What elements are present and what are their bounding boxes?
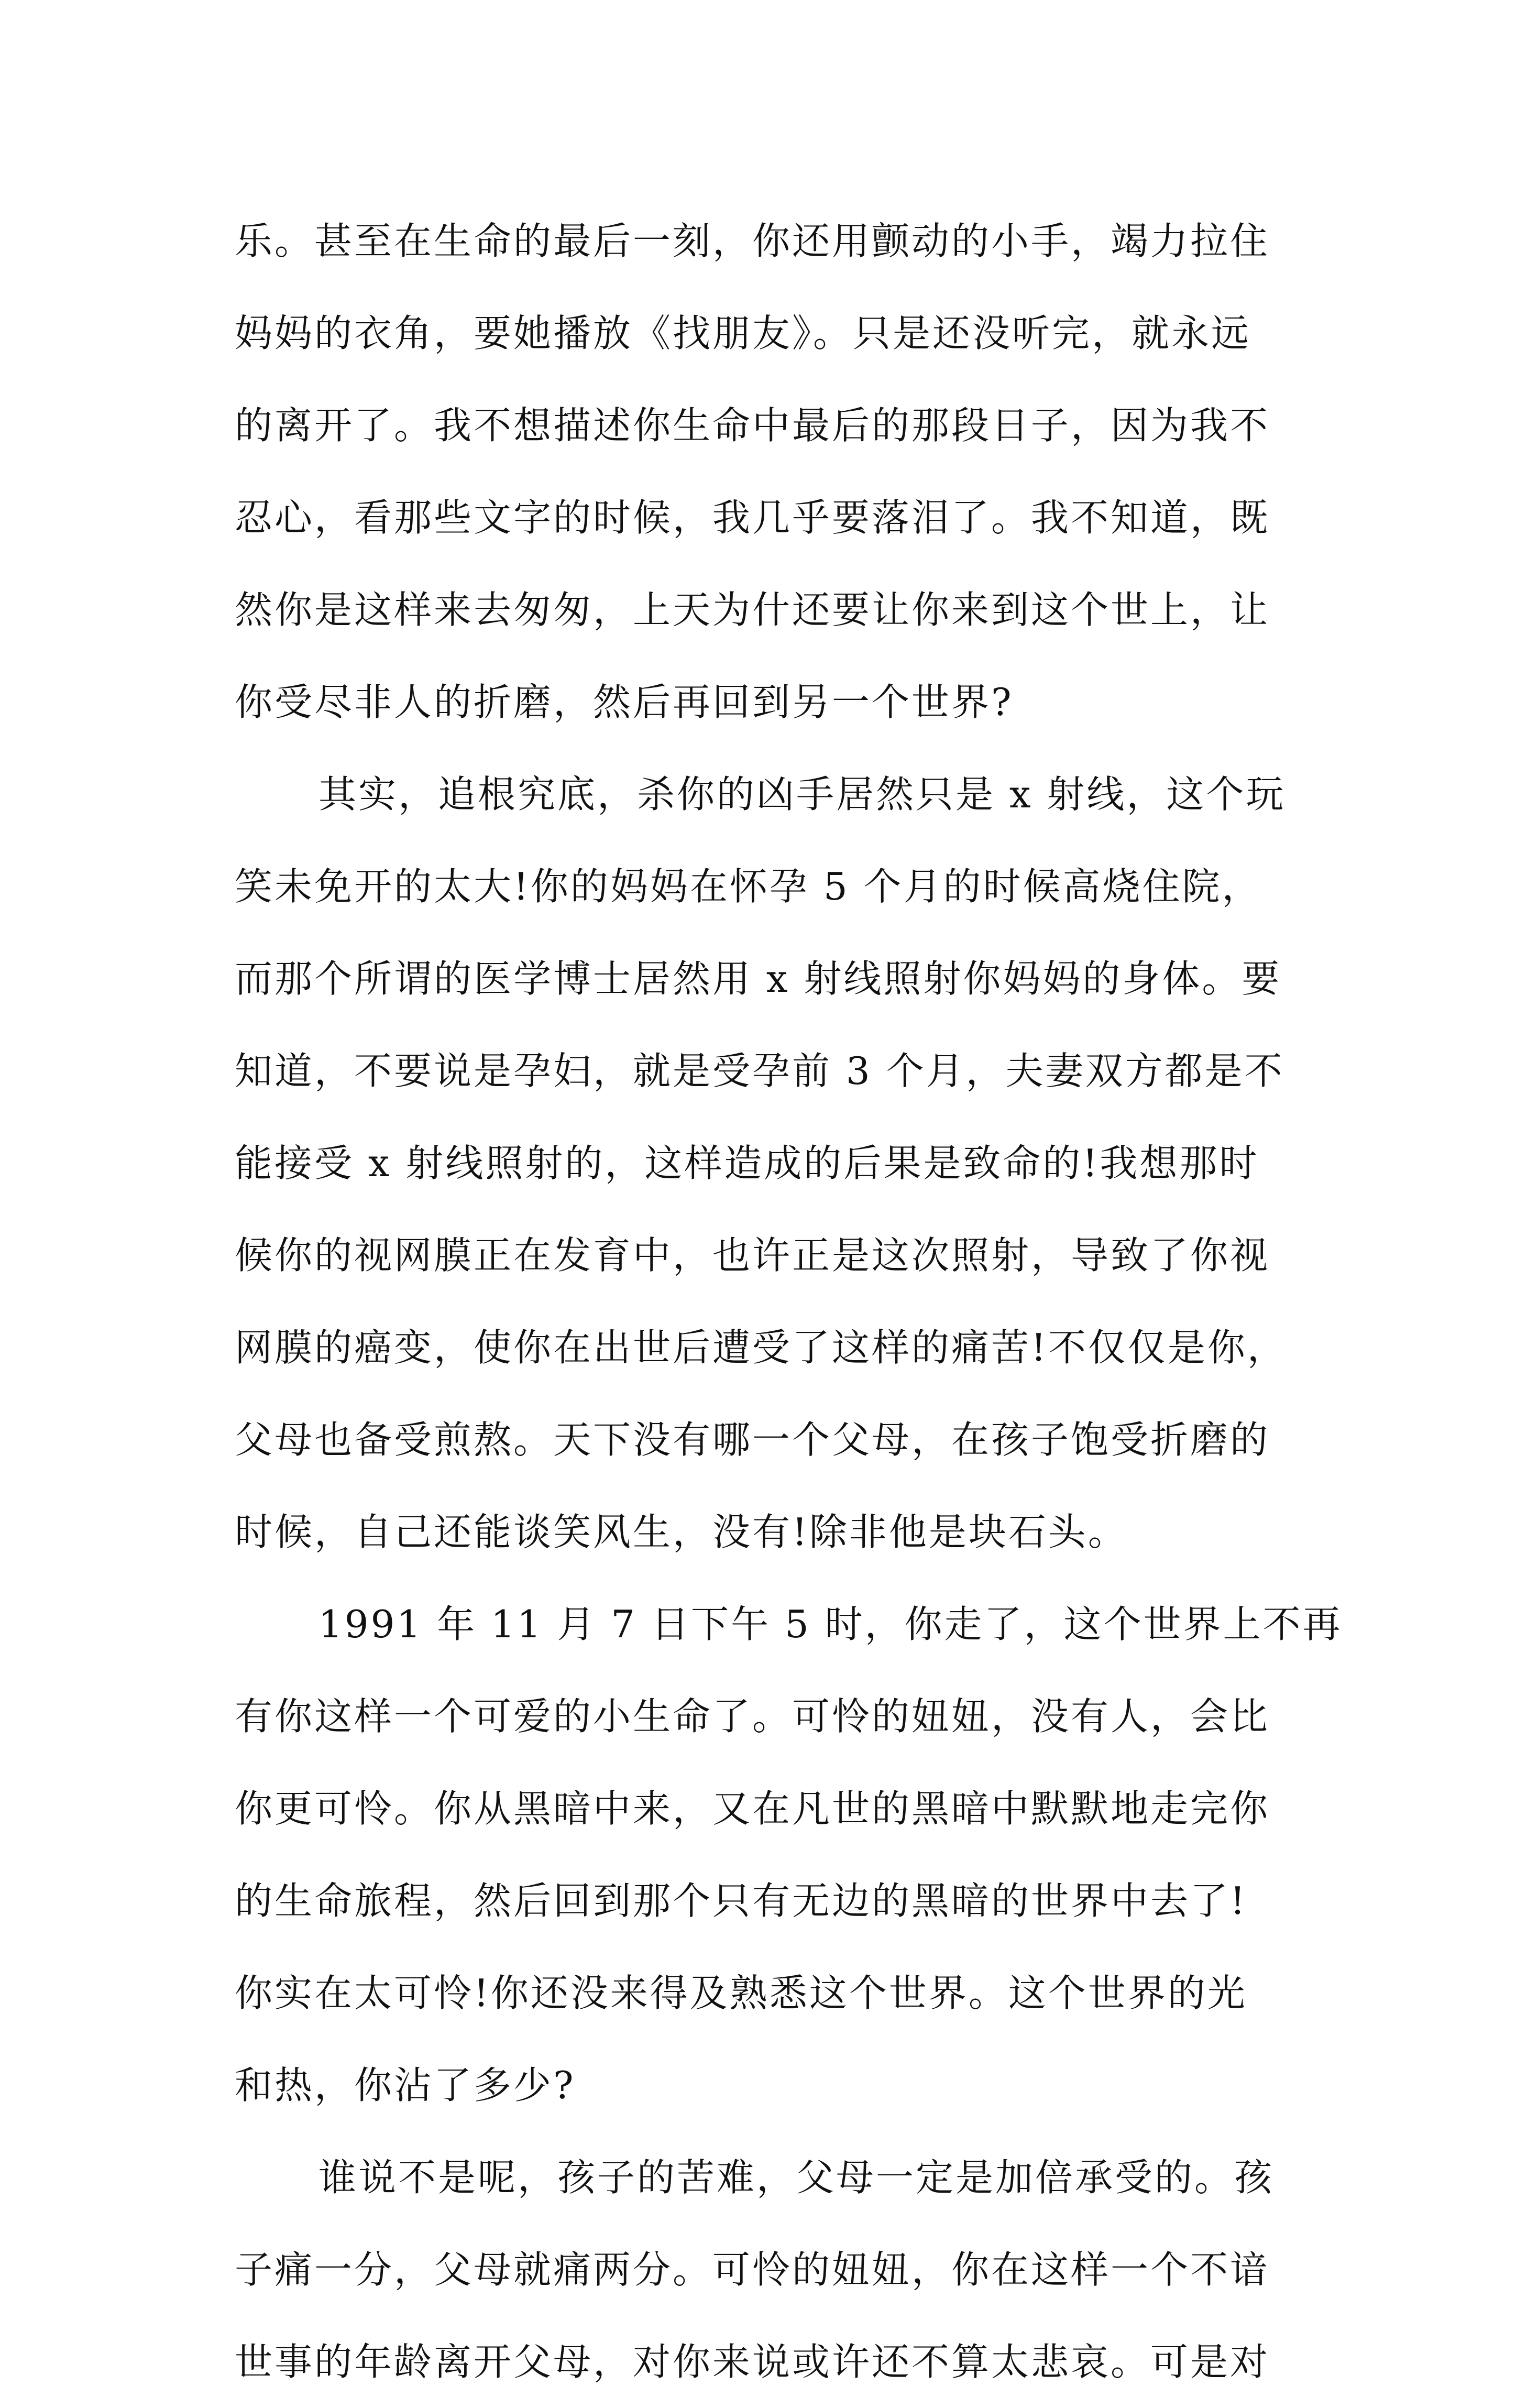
paragraph-first-line: 谁说不是呢，孩子的苦难，父母一定是加倍承受的。孩 bbox=[318, 2155, 1275, 2199]
text-line: 能接受 x 射线照射的，这样造成的后果是致命的!我想那时 bbox=[235, 1141, 1259, 1185]
text-line: 有你这样一个可爱的小生命了。可怜的妞妞，没有人，会比 bbox=[235, 1694, 1270, 1738]
text-line: 你受尽非人的折磨，然后再回到另一个世界? bbox=[235, 680, 1014, 724]
text-line: 而那个所谓的医学博士居然用 x 射线照射你妈妈的身体。要 bbox=[235, 957, 1282, 1001]
text-line: 父母也备受煎熬。天下没有哪一个父母，在孩子饱受折磨的 bbox=[235, 1418, 1270, 1462]
text-line: 乐。甚至在生命的最后一刻，你还用颤动的小手，竭力拉住 bbox=[235, 219, 1270, 263]
text-line: 然你是这样来去匆匆，上天为什还要让你来到这个世上，让 bbox=[235, 588, 1270, 632]
text-line: 忍心，看那些文字的时候，我几乎要落泪了。我不知道，既 bbox=[235, 496, 1270, 540]
text-line: 和热，你沾了多少? bbox=[235, 2063, 576, 2107]
text-line: 时候，自己还能谈笑风生，没有!除非他是块石头。 bbox=[235, 1510, 1128, 1554]
text-line: 的生命旅程，然后回到那个只有无边的黑暗的世界中去了! bbox=[235, 1879, 1247, 1923]
text-line: 你实在太可怜!你还没来得及熟悉这个世界。这个世界的光 bbox=[235, 1971, 1247, 2015]
text-line: 子痛一分，父母就痛两分。可怜的妞妞，你在这样一个不谙 bbox=[235, 2248, 1270, 2292]
text-line: 知道，不要说是孕妇，就是受孕前 3 个月，夫妻双方都是不 bbox=[235, 1049, 1284, 1093]
text-line: 的离开了。我不想描述你生命中最后的那段日子，因为我不 bbox=[235, 403, 1270, 447]
text-line: 笑未免开的太大!你的妈妈在怀孕 5 个月的时候高烧住院， bbox=[235, 864, 1262, 909]
text-line: 你更可怜。你从黑暗中来，又在凡世的黑暗中默默地走完你 bbox=[235, 1787, 1270, 1831]
document-body bbox=[235, 195, 1343, 2408]
paragraph-first-line: 1991 年 11 月 7 日下午 5 时，你走了，这个世界上不再 bbox=[318, 1602, 1343, 1646]
text-line: 网膜的癌变，使你在出世后遭受了这样的痛苦!不仅仅是你， bbox=[235, 1326, 1287, 1370]
text-line: 妈妈的衣角，要她播放《找朋友》。只是还没听完，就永远 bbox=[235, 311, 1251, 355]
text-line: 候你的视网膜正在发育中，也许正是这次照射，导致了你视 bbox=[235, 1233, 1270, 1277]
paragraph-first-line: 其实，追根究底，杀你的凶手居然只是 x 射线，这个玩 bbox=[318, 772, 1286, 816]
text-line: 世事的年龄离开父母，对你来说或许还不算太悲哀。可是对 bbox=[235, 2340, 1270, 2384]
